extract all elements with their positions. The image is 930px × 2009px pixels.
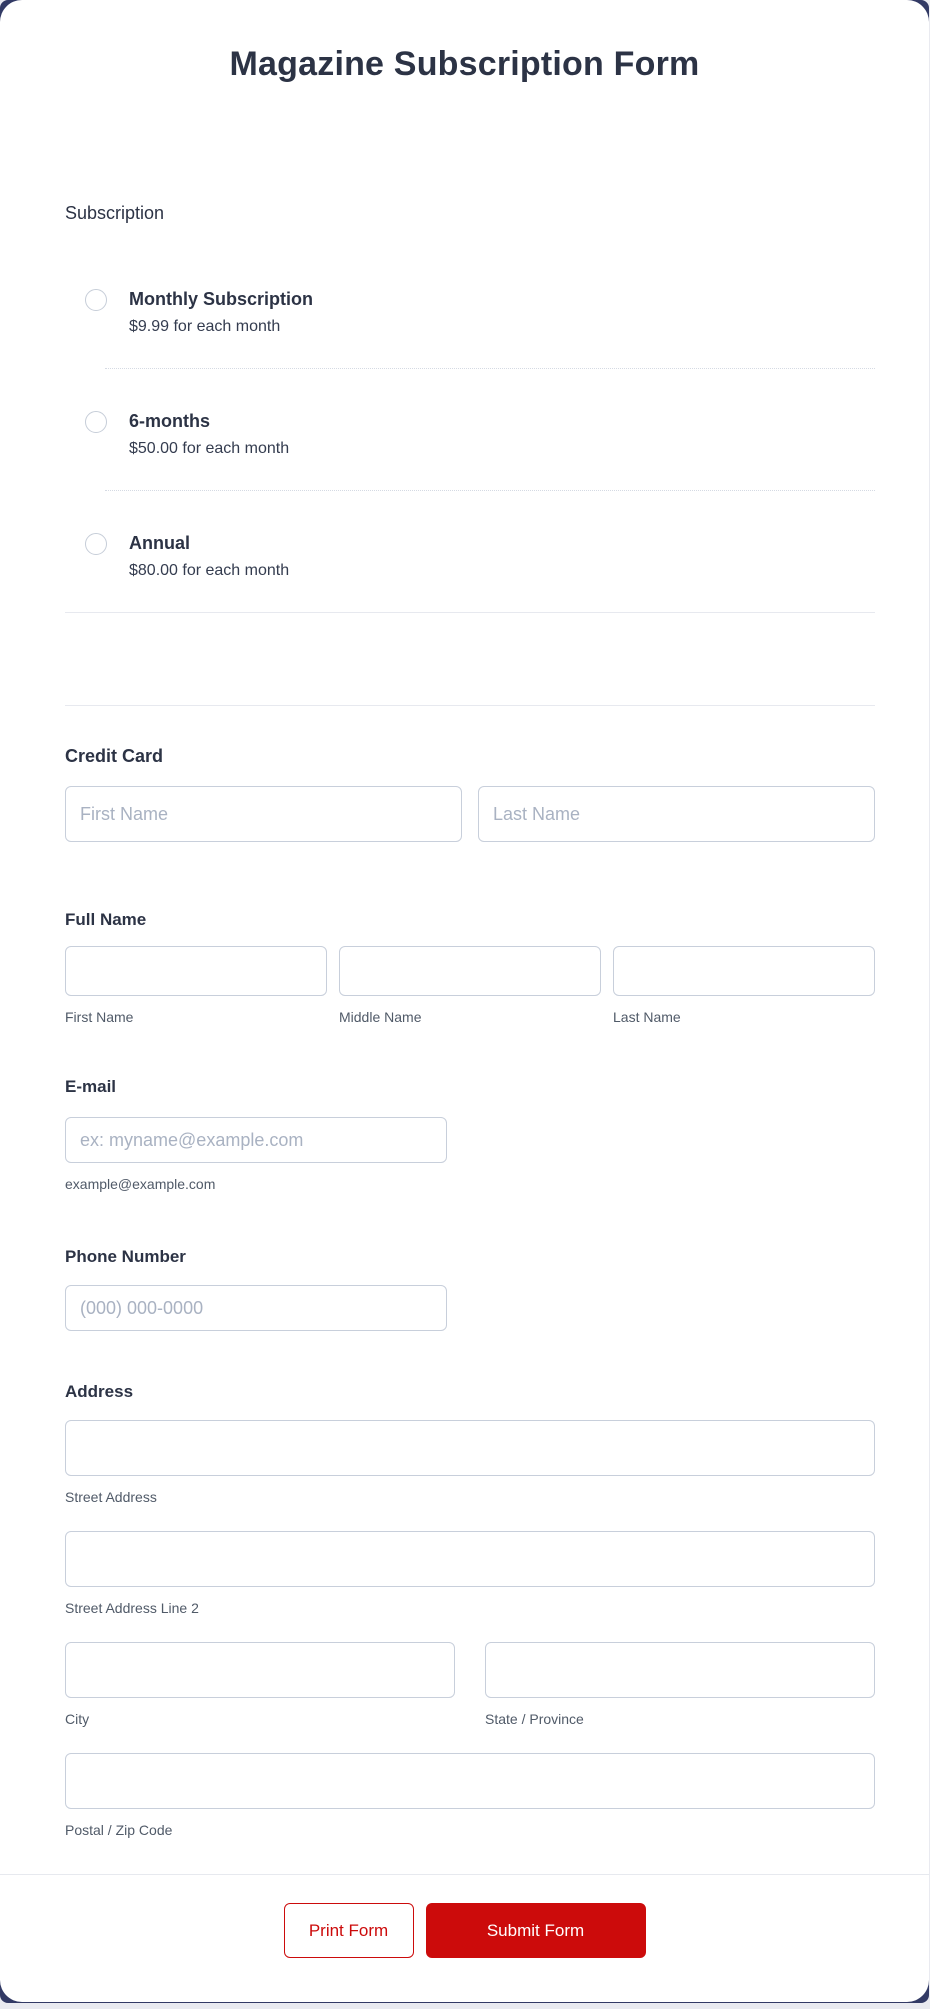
form-content — [65, 201, 875, 1840]
radio-option-annual-label: Annual — [129, 533, 190, 553]
full-name-label: Full Name — [65, 910, 147, 929]
button-row — [0, 1903, 929, 1958]
credit-card-first-name-input[interactable] — [65, 786, 462, 842]
city-state-sublabels — [65, 1710, 875, 1729]
radio-option-annual[interactable] — [65, 491, 875, 612]
radio-option-monthly-price: $9.99 for each month — [129, 318, 281, 335]
street-address-input[interactable] — [65, 1420, 875, 1476]
state-province-input[interactable] — [485, 1642, 875, 1698]
credit-card-row — [65, 786, 875, 842]
street-address-line2-input[interactable] — [65, 1531, 875, 1587]
full-name-sublabels — [65, 1008, 875, 1027]
radio-option-6-months-price: $50.00 for each month — [129, 440, 290, 457]
section-divider — [65, 705, 875, 706]
radio-option-6-months[interactable] — [65, 369, 875, 490]
radio-option-texts — [129, 531, 289, 582]
city-state-row — [65, 1642, 875, 1698]
address-label: Address — [65, 1382, 134, 1401]
last-name-sublabel: Last Name — [613, 1009, 681, 1025]
form-title: Magazine Subscription Form — [229, 45, 700, 83]
radio-option-monthly-label: Monthly Subscription — [129, 289, 313, 309]
middle-name-input[interactable] — [339, 946, 601, 996]
first-name-sublabel: First Name — [65, 1009, 134, 1025]
email-label: E-mail — [65, 1077, 117, 1096]
radio-option-monthly[interactable] — [65, 281, 875, 368]
middle-name-sublabel: Middle Name — [339, 1009, 422, 1025]
email-input[interactable] — [65, 1117, 447, 1163]
street-address-line2-sublabel: Street Address Line 2 — [65, 1600, 199, 1616]
street-address-sublabel: Street Address — [65, 1489, 157, 1505]
submit-section-divider — [0, 1874, 929, 1875]
radio-option-texts — [129, 409, 289, 460]
subscription-radio-group — [65, 281, 875, 613]
radio-button-annual[interactable] — [85, 533, 107, 555]
city-input[interactable] — [65, 1642, 455, 1698]
phone-label: Phone Number — [65, 1247, 186, 1266]
credit-card-label: Credit Card — [65, 746, 164, 766]
state-province-sublabel: State / Province — [485, 1711, 584, 1727]
radio-button-monthly[interactable] — [85, 289, 107, 311]
credit-card-last-name-input[interactable] — [478, 786, 875, 842]
subscription-label: Subscription — [65, 203, 165, 223]
submit-form-button[interactable]: Submit Form — [426, 1903, 646, 1958]
phone-input[interactable] — [65, 1285, 447, 1331]
postal-zip-input[interactable] — [65, 1753, 875, 1809]
radio-option-annual-price: $80.00 for each month — [129, 562, 290, 579]
print-form-button[interactable]: Print Form — [284, 1903, 414, 1958]
first-name-input[interactable] — [65, 946, 327, 996]
last-name-input[interactable] — [613, 946, 875, 996]
full-name-row — [65, 946, 875, 996]
radio-option-6-months-label: 6-months — [129, 411, 210, 431]
radio-option-texts — [129, 287, 313, 338]
city-sublabel: City — [65, 1711, 90, 1727]
radio-button-6-months[interactable] — [85, 411, 107, 433]
postal-zip-sublabel: Postal / Zip Code — [65, 1822, 173, 1838]
email-sublabel: example@example.com — [65, 1176, 216, 1192]
